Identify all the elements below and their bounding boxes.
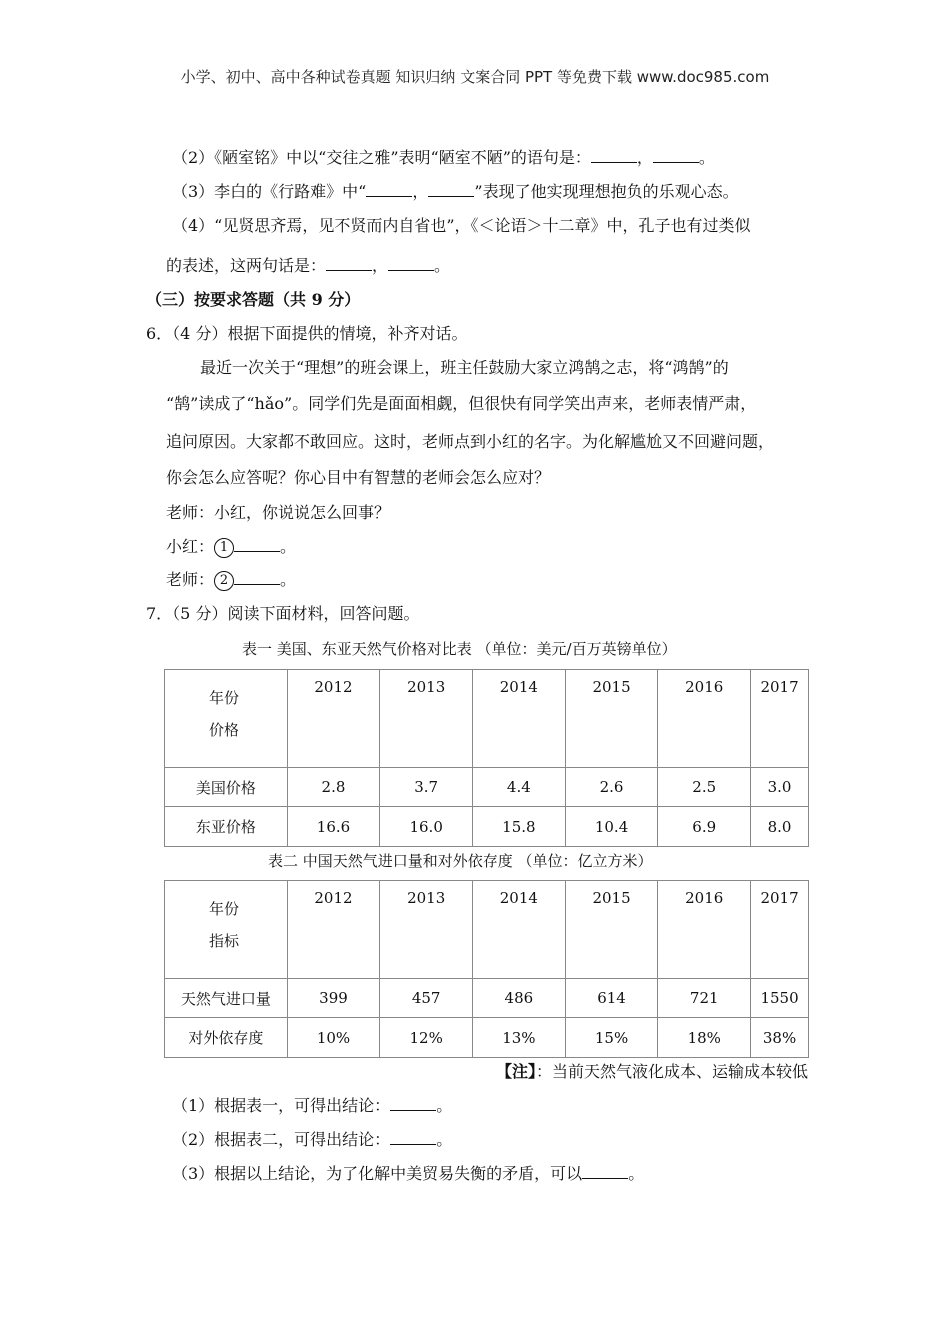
year-header: 2015 [565, 670, 658, 768]
answer-blank[interactable] [234, 570, 280, 585]
year-header: 2014 [473, 881, 566, 979]
end-mark: 。 [436, 1130, 453, 1149]
q6-paragraph-3: 追问原因。大家都不敢回应。这时，老师点到小红的名字。为化解尴尬又不回避问题， [166, 432, 775, 451]
table-cell: 457 [380, 979, 473, 1018]
q7-stem: 7．（5 分）阅读下面材料，回答问题。 [146, 604, 420, 623]
table-cell: 13% [473, 1018, 566, 1058]
table-cell: 38% [751, 1018, 809, 1058]
table-cell: 721 [658, 979, 751, 1018]
year-header: 2012 [287, 881, 380, 979]
q5-item3-text: （3）李白的《行路难》中“ [172, 182, 367, 201]
table-cell: 399 [287, 979, 380, 1018]
q5-item2-text: （2）《陋室铭》中以“交往之雅”表明“陋室不陋”的语句是： [172, 148, 591, 167]
table-cell: 3.7 [380, 768, 473, 807]
q7-sub2-text: （2）根据表二，可得出结论： [172, 1130, 391, 1149]
table-row [165, 979, 809, 1018]
speaker-label: 小红： [166, 537, 215, 556]
table-cell: 16.6 [287, 807, 380, 847]
answer-blank[interactable] [234, 537, 280, 552]
answer-blank[interactable] [366, 182, 412, 197]
table-cell: 2.5 [658, 768, 751, 807]
separator: ， [372, 256, 389, 275]
section-title: （三）按要求答题（共 9 分） [146, 290, 361, 309]
end-mark: 。 [628, 1164, 645, 1183]
corner-top-label: 年份 [209, 689, 240, 707]
q5-item3 [172, 182, 739, 202]
year-header: 2016 [658, 670, 751, 768]
table-gas-price [164, 669, 809, 847]
table1-caption: 表一 美国、东亚天然气价格对比表 （单位：美元/百万英镑单位） [242, 640, 677, 658]
table-row [165, 807, 809, 847]
q5-item4-line1: （4）“见贤思齐焉，见不贤而内自省也”，《＜论语＞十二章》中，孔子也有过类似 [172, 216, 751, 235]
table-cell: 614 [565, 979, 658, 1018]
answer-blank[interactable] [390, 1096, 436, 1111]
answer-blank[interactable] [388, 256, 434, 271]
table-cell: 12% [380, 1018, 473, 1058]
year-header: 2014 [473, 670, 566, 768]
row-label: 对外依存度 [165, 1018, 288, 1058]
q7-sub1-text: （1）根据表一，可得出结论： [172, 1096, 391, 1115]
separator: ， [636, 148, 653, 167]
table-cell: 6.9 [658, 807, 751, 847]
year-header: 2017 [751, 670, 809, 768]
corner-bottom-label: 指标 [209, 932, 240, 950]
q6-paragraph-2: “鹄”读成了“hǎo”。同学们先是面面相觑，但很快有同学笑出声来，老师表情严肃， [166, 394, 757, 413]
dialogue-teacher-1: 老师：小红，你说说怎么回事？ [166, 503, 391, 522]
circled-number: 2 [214, 571, 234, 591]
q5-item2 [172, 148, 715, 168]
answer-blank[interactable] [326, 256, 372, 271]
table-cell: 486 [473, 979, 566, 1018]
table2-caption: 表二 中国天然气进口量和对外依存度 （单位：亿立方米） [268, 852, 653, 870]
q7-sub3 [172, 1164, 644, 1184]
table-cell: 1550 [751, 979, 809, 1018]
table-cell: 15% [565, 1018, 658, 1058]
speaker-label: 老师： [166, 570, 215, 589]
row-label: 天然气进口量 [165, 979, 288, 1018]
answer-blank[interactable] [582, 1164, 628, 1179]
end-mark: 。 [698, 148, 715, 167]
year-header: 2013 [380, 670, 473, 768]
table-cell: 18% [658, 1018, 751, 1058]
year-header: 2017 [751, 881, 809, 979]
table-cell: 15.8 [473, 807, 566, 847]
table-row [165, 1018, 809, 1058]
q6-paragraph-4: 你会怎么应答呢？你心目中有智慧的老师会怎么应对？ [166, 468, 551, 487]
corner-top-label: 年份 [209, 900, 240, 918]
q7-sub1 [172, 1096, 452, 1116]
q6-stem: 6．（4 分）根据下面提供的情境，补齐对话。 [146, 324, 468, 343]
table-cell: 8.0 [751, 807, 809, 847]
year-header: 2015 [565, 881, 658, 979]
table-row [165, 768, 809, 807]
end-mark: 。 [436, 1096, 453, 1115]
end-mark: 。 [280, 570, 297, 589]
table-cell: 16.0 [380, 807, 473, 847]
q5-item4-line2 [166, 256, 450, 276]
row-label: 东亚价格 [165, 807, 288, 847]
q7-sub2 [172, 1130, 452, 1150]
q5-item4-text: 的表述，这两句话是： [166, 256, 327, 275]
table-cell: 2.6 [565, 768, 658, 807]
q7-sub3-text: （3）根据以上结论，为了化解中美贸易失衡的矛盾，可以 [172, 1164, 583, 1183]
table-cell: 3.0 [751, 768, 809, 807]
year-header: 2016 [658, 881, 751, 979]
table-header-row [165, 881, 809, 979]
dialogue-teacher-2 [166, 570, 296, 591]
note-text: ：当前天然气液化成本、运输成本较低 [535, 1062, 808, 1081]
q5-item3-tail: ”表现了他实现理想抱负的乐观心态。 [474, 182, 739, 201]
answer-blank[interactable] [428, 182, 474, 197]
answer-blank[interactable] [591, 148, 637, 163]
dialogue-xiaohong [166, 537, 296, 558]
year-header: 2012 [287, 670, 380, 768]
page-header: 小学、初中、高中各种试卷真题 知识归纳 文案合同 PPT 等免费下载 www.doc985.com [180, 68, 770, 86]
answer-blank[interactable] [653, 148, 699, 163]
table-gas-import [164, 880, 809, 1058]
table-header-row [165, 670, 809, 768]
separator: ， [412, 182, 429, 201]
answer-blank[interactable] [390, 1130, 436, 1145]
table-cell: 10% [287, 1018, 380, 1058]
corner-cell [165, 670, 288, 768]
circled-number: 1 [214, 538, 234, 558]
corner-bottom-label: 价格 [209, 721, 240, 739]
q6-paragraph-1: 最近一次关于“理想”的班会课上，班主任鼓励大家立鸿鹄之志，将“鸿鹄”的 [200, 358, 729, 377]
table-cell: 2.8 [287, 768, 380, 807]
row-label: 美国价格 [165, 768, 288, 807]
end-mark: 。 [280, 537, 297, 556]
table-cell: 4.4 [473, 768, 566, 807]
table-cell: 10.4 [565, 807, 658, 847]
end-mark: 。 [434, 256, 451, 275]
table-note [496, 1062, 808, 1082]
year-header: 2013 [380, 881, 473, 979]
corner-cell [165, 881, 288, 979]
note-label: 【注】 [495, 1062, 536, 1081]
